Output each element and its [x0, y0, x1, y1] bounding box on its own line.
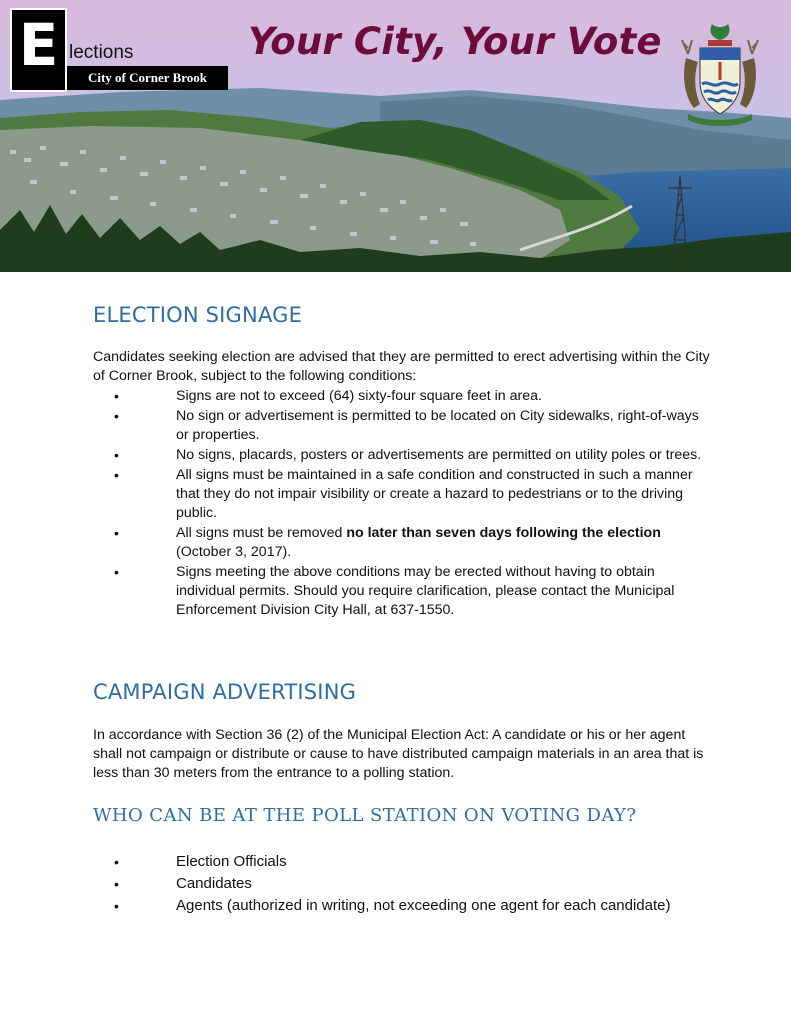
bullet-icon: •	[114, 408, 119, 424]
election-signage-heading: ELECTION SIGNAGE	[93, 303, 303, 327]
logo-subtitle: City of Corner Brook	[67, 66, 228, 90]
city-coat-of-arms-icon	[678, 18, 762, 130]
bullet-icon: •	[114, 467, 119, 483]
header-banner	[0, 0, 791, 272]
bullet-icon: •	[114, 876, 119, 892]
list-item: • No sign or advertisement is permitted to be located on City sidewalks, right-of-ways or properties.	[114, 408, 699, 443]
bullet-icon: •	[114, 854, 119, 870]
bullet-icon: •	[114, 388, 119, 404]
elections-logo-box	[10, 8, 67, 92]
poll-attendees-list	[93, 851, 713, 917]
list-item: • Signs meeting the above conditions may be erected without having to obtain individual permits. Should you require clarification, please contact the Municipal Enforcement Division City Hall, at 637-1550.	[114, 564, 675, 618]
bullet-icon: •	[114, 447, 119, 463]
list-item: • Election Officials	[93, 851, 713, 873]
logo-letter: E	[18, 11, 59, 79]
poll-station-heading: WHO CAN BE AT THE POLL STATION ON VOTING DAY?	[93, 805, 637, 826]
bullet-icon: •	[114, 564, 119, 580]
list-item: • All signs must be maintained in a safe condition and constructed in such a manner that they do not impair visibility or create a hazard to pedestrians or to the driving public.	[114, 467, 693, 521]
signage-conditions-list	[93, 387, 713, 621]
signage-intro: Candidates seeking election are advised that they are permitted to erect advertising within the City of Corner Brook, subject to the following conditions:	[93, 349, 710, 384]
logo-word: lections	[69, 42, 134, 63]
tagline: Your City, Your Vote	[248, 20, 662, 63]
bullet-icon: •	[114, 525, 119, 541]
bullet-icon: •	[114, 898, 119, 914]
list-item: • No signs, placards, posters or advertisements are permitted on utility poles or trees.	[114, 447, 702, 463]
campaign-advertising-body: In accordance with Section 36 (2) of the Municipal Election Act: A candidate or his or her agent shall not campaign or distribute or cause to have distributed campaign materials in an area that is less than 30 meters from the entrance to a polling station.	[93, 727, 704, 781]
campaign-advertising-heading: CAMPAIGN ADVERTISING	[93, 680, 357, 704]
removal-deadline-emphasis: no later than seven days following the election	[346, 525, 661, 541]
list-item: • Agents (authorized in writing, not exceeding one agent for each candidate)	[93, 895, 713, 917]
list-item: • Candidates	[93, 873, 713, 895]
list-item: • Signs are not to exceed (64) sixty-four square feet in area.	[114, 388, 542, 404]
list-item: • All signs must be removed no later than seven days following the election (October 3, 2017).	[114, 525, 661, 560]
